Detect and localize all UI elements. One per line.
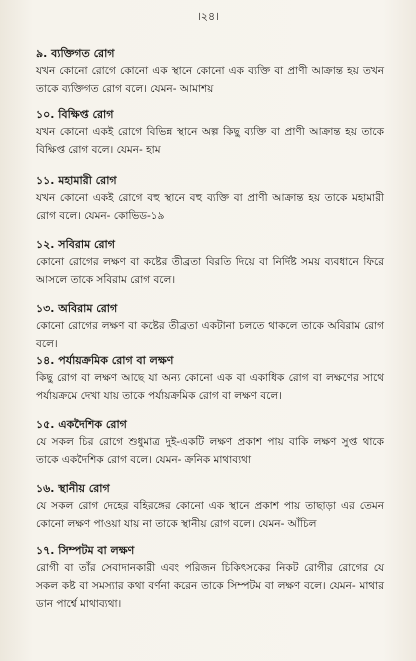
sections-list	[36, 46, 384, 613]
section-heading: ১৭. সিম্পটম বা লক্ষণ	[36, 544, 135, 557]
section-body: যখন কোনো একই রোগে বিভিন্ন স্থানে অল্প কিছু ব্যক্তি বা প্রাণী আক্রান্ত হয় তাকে বিক্ষিপ্ত রোগ বলে। যেমন- হাম	[36, 126, 384, 156]
section-heading: ১৫. একদৈশিক রোগ	[36, 418, 127, 431]
section-15	[36, 417, 384, 469]
section-body: যে সকল রোগ দেহের বহিরঙ্গের কোনো এক স্থানে প্রকাশ পায় তাছাড়া এর তেমন কোনো লক্ষণ পাওয়া যায় না তাকে স্থানীয় রোগ বলে। যেমন- আঁচিল	[36, 500, 384, 530]
section-body: কোনো রোগের লক্ষণ বা কষ্টের তীব্রতা বিরতি দিয়ে বা নির্দিষ্ট সময় ব্যবধানে ফিরে আসলে তাকে সবিরাম রোগ বলে।	[36, 256, 384, 286]
section-16	[36, 481, 384, 533]
section-12	[36, 237, 384, 289]
page-number: ।২৪।	[196, 10, 220, 23]
section-body: কোনো রোগের লক্ষণ বা কষ্টের তীব্রতা একটানা চলতে থাকলে তাকে অবিরাম রোগ বলে।	[36, 320, 384, 350]
section-heading: ১৩. অবিরাম রোগ	[36, 302, 118, 315]
section-13	[36, 301, 384, 353]
section-heading: ১১. মহামারী রোগ	[36, 174, 117, 187]
section-heading: ১৪. পর্যায়ক্রমিক রোগ বা লক্ষণ	[36, 354, 174, 367]
section-body: যখন কোনো একই রোগে বহু স্থানে বহু ব্যক্তি বা প্রাণী আক্রান্ত হয় তাকে মহামারী রোগ বলে। যেমন- কোভিড-১৯	[36, 192, 384, 222]
section-heading: ১২. সবিরাম রোগ	[36, 238, 115, 251]
section-body: কিছু রোগ বা লক্ষণ আছে যা অন্য কোনো এক বা একাধিক রোগ বা লক্ষণের সাথে পর্যায়ক্রমে দেখা যায় তাকে পর্যায়ক্রমিক রোগ বা লক্ষণ বলে।	[36, 372, 384, 402]
section-14	[36, 353, 384, 405]
section-body: রোগী বা তাঁর সেবাদানকারী এবং পরিজন চিকিৎসকের নিকট রোগীর রোগের যে সকল কষ্ট বা সমস্যার কথা বর্ণনা করেন তাকে সিম্পটম বা লক্ষণ বলে। যেমন- মাথার ডান পার্শ্বে মাথাব্যথা।	[36, 562, 384, 610]
section-heading: ১৬. স্থানীয় রোগ	[36, 482, 110, 495]
section-9	[36, 46, 384, 98]
section-11	[36, 173, 384, 225]
section-body: যখন কোনো রোগে কোনো এক স্থানে কোনো এক ব্যক্তি বা প্রাণী আক্রান্ত হয় তখন তাকে ব্যক্তিগত রোগ বলে। যেমন- আমাশয়	[36, 65, 384, 95]
section-10	[36, 107, 384, 159]
section-heading: ৯. ব্যক্তিগত রোগ	[36, 47, 115, 60]
section-body: যে সকল চির রোগে শুধুমাত্র দুই-একটি লক্ষণ প্রকাশ পায় বাকি লক্ষণ সুপ্ত থাকে তাকে একদৈশিক রোগ বলে। যেমন- ক্রনিক মাথাব্যথা	[36, 436, 384, 466]
section-heading: ১০. বিক্ষিপ্ত রোগ	[36, 108, 114, 121]
section-17	[36, 543, 384, 613]
